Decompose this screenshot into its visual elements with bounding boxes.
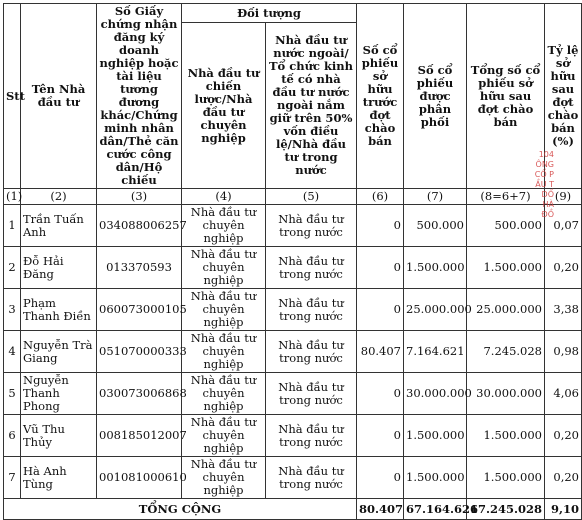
cell-shares-before: 0 [357, 205, 404, 247]
cell-shares-after: 1.500.000 [467, 247, 545, 289]
cell-investor-type: Nhà đầu tư chuyên nghiệp [182, 205, 266, 247]
total-row [4, 499, 582, 520]
cell-stt: 4 [4, 331, 21, 373]
cell-shares-before: 0 [357, 457, 404, 499]
cell-investor-origin: Nhà đầu tư trong nước [266, 205, 357, 247]
cell-ratio-after: 3,38 [545, 289, 582, 331]
cell-ratio-after: 0,07 [545, 205, 582, 247]
cell-investor-name: Đỗ Hải Đăng [21, 247, 97, 289]
table-row [4, 247, 582, 289]
cell-id-number: 051070000333 [97, 331, 182, 373]
cell-investor-origin: Nhà đầu tư trong nước [266, 247, 357, 289]
cell-shares-before: 0 [357, 247, 404, 289]
table-row [4, 289, 582, 331]
header-stt: Stt [4, 4, 21, 189]
column-index: (9) [545, 189, 582, 205]
cell-id-number: 034088006257 [97, 205, 182, 247]
total-shares-offered: 67.164.621 [404, 499, 467, 520]
cell-investor-type: Nhà đầu tư chuyên nghiệp [182, 289, 266, 331]
cell-investor-type: Nhà đầu tư chuyên nghiệp [182, 247, 266, 289]
cell-investor-origin: Nhà đầu tư trong nước [266, 331, 357, 373]
cell-shares-after: 30.000.000 [467, 373, 545, 415]
cell-investor-name: Nguyễn Thanh Phong [21, 373, 97, 415]
cell-shares-before: 0 [357, 289, 404, 331]
cell-id-number: 030073006868 [97, 373, 182, 415]
cell-shares-after: 1.500.000 [467, 415, 545, 457]
total-shares-after: 67.245.028 [467, 499, 545, 520]
cell-stt: 1 [4, 205, 21, 247]
total-label: TỔNG CỘNG [4, 499, 357, 520]
header-investor-type: Nhà đầu tư chiến lược/Nhà đầu tư chuyên nghiệp [182, 23, 266, 189]
header-investor-name: Tên Nhà đầu tư [21, 4, 97, 189]
cell-stt: 7 [4, 457, 21, 499]
cell-investor-type: Nhà đầu tư chuyên nghiệp [182, 331, 266, 373]
cell-shares-after: 500.000 [467, 205, 545, 247]
cell-investor-name: Phạm Thanh Điền [21, 289, 97, 331]
cell-shares-offered: 1.500.000 [404, 415, 467, 457]
header-target-group: Đối tượng [182, 4, 357, 23]
table-row [4, 205, 582, 247]
cell-shares-before: 0 [357, 415, 404, 457]
investor-allocation-table [3, 3, 582, 520]
total-shares-before: 80.407 [357, 499, 404, 520]
column-index: (8=6+7) [467, 189, 545, 205]
cell-stt: 5 [4, 373, 21, 415]
cell-investor-origin: Nhà đầu tư trong nước [266, 415, 357, 457]
cell-shares-after: 7.245.028 [467, 331, 545, 373]
cell-shares-offered: 7.164.621 [404, 331, 467, 373]
cell-id-number: 060073000105 [97, 289, 182, 331]
header-shares-offered: Số cổ phiếu được phân phối [404, 4, 467, 189]
cell-shares-offered: 1.500.000 [404, 457, 467, 499]
column-index: (3) [97, 189, 182, 205]
cell-investor-origin: Nhà đầu tư trong nước [266, 457, 357, 499]
cell-stt: 3 [4, 289, 21, 331]
cell-shares-after: 25.000.000 [467, 289, 545, 331]
cell-investor-name: Nguyễn Trà Giang [21, 331, 97, 373]
cell-investor-origin: Nhà đầu tư trong nước [266, 289, 357, 331]
cell-ratio-after: 0,20 [545, 247, 582, 289]
cell-investor-name: Vũ Thu Thủy [21, 415, 97, 457]
company-stamp: 104 ÔNG CỔ P ẦU T DỐ HÀ ĐỒ [534, 150, 554, 219]
total-ratio-after: 9,10 [545, 499, 582, 520]
cell-investor-name: Hà Anh Tùng [21, 457, 97, 499]
cell-shares-offered: 1.500.000 [404, 247, 467, 289]
table-row [4, 415, 582, 457]
cell-shares-after: 1.500.000 [467, 457, 545, 499]
cell-shares-offered: 30.000.000 [404, 373, 467, 415]
cell-id-number: 008185012007 [97, 415, 182, 457]
column-index: (6) [357, 189, 404, 205]
cell-shares-offered: 25.000.000 [404, 289, 467, 331]
table-row [4, 373, 582, 415]
cell-stt: 2 [4, 247, 21, 289]
cell-id-number: 001081000610 [97, 457, 182, 499]
column-index: (5) [266, 189, 357, 205]
cell-shares-offered: 500.000 [404, 205, 467, 247]
header-id-document: Số Giấy chứng nhận đăng ký doanh nghiệp hoặc tài liệu tương đương khác/Chứng minh nhân dân/Thẻ căn cước công dân/Hộ chiếu [97, 4, 182, 189]
table-row [4, 457, 582, 499]
cell-investor-origin: Nhà đầu tư trong nước [266, 373, 357, 415]
cell-shares-before: 0 [357, 373, 404, 415]
header-shares-before: Số cổ phiếu sở hữu trước đợt chào bán [357, 4, 404, 189]
column-index: (4) [182, 189, 266, 205]
cell-ratio-after: 0,20 [545, 415, 582, 457]
cell-ratio-after: 0,20 [545, 457, 582, 499]
column-index-row [4, 189, 582, 205]
cell-id-number: 013370593 [97, 247, 182, 289]
column-index: (1) [4, 189, 21, 205]
header-shares-after: Tổng số cổ phiếu sở hữu sau đợt chào bán [467, 4, 545, 189]
cell-investor-type: Nhà đầu tư chuyên nghiệp [182, 415, 266, 457]
column-index: (7) [404, 189, 467, 205]
cell-ratio-after: 0,98 [545, 331, 582, 373]
table-row [4, 331, 582, 373]
cell-investor-type: Nhà đầu tư chuyên nghiệp [182, 373, 266, 415]
cell-shares-before: 80.407 [357, 331, 404, 373]
cell-investor-type: Nhà đầu tư chuyên nghiệp [182, 457, 266, 499]
cell-ratio-after: 4,06 [545, 373, 582, 415]
cell-stt: 6 [4, 415, 21, 457]
header-investor-origin: Nhà đầu tư nước ngoài/ Tổ chức kinh tế có nhà đầu tư nước ngoài nắm giữ trên 50% vốn điều lệ/Nhà đầu tư trong nước [266, 23, 357, 189]
column-index: (2) [21, 189, 97, 205]
cell-investor-name: Trần Tuấn Anh [21, 205, 97, 247]
header-ratio-after: Tỷ lệ sở hữu sau đợt chào bán (%) [545, 4, 582, 189]
